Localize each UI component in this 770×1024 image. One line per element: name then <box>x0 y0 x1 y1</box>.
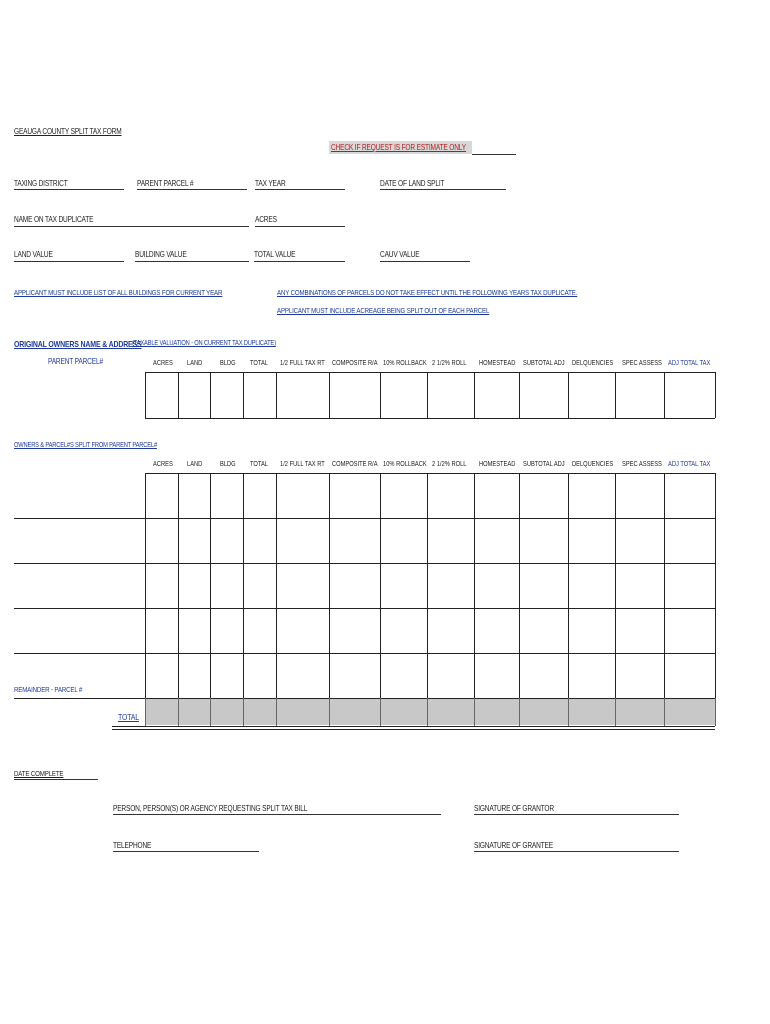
original-column-rule <box>715 372 716 418</box>
total-row-label: TOTAL <box>118 712 139 722</box>
split-cell[interactable] <box>381 609 427 653</box>
original-col-header: DELQUENCIES <box>572 360 614 367</box>
split-cell[interactable] <box>211 564 243 608</box>
name-on-tax-duplicate-field[interactable] <box>14 226 249 227</box>
split-owner-rule <box>14 698 145 699</box>
original-col-header: TOTAL <box>250 360 268 367</box>
acres-label: ACRES <box>255 215 277 224</box>
land-value-label: LAND VALUE <box>14 250 53 259</box>
split-cell[interactable] <box>520 609 568 653</box>
signature-grantee-label: SIGNATURE OF GRANTEE <box>474 841 553 850</box>
original-cell[interactable] <box>244 373 276 418</box>
split-cell[interactable] <box>277 474 329 518</box>
total-column-rule <box>329 698 330 726</box>
split-cell[interactable] <box>428 654 474 698</box>
split-cell[interactable] <box>475 564 519 608</box>
split-cell[interactable] <box>179 654 210 698</box>
split-cell[interactable] <box>665 474 715 518</box>
split-cell[interactable] <box>211 654 243 698</box>
note-acreage: APPLICANT MUST INCLUDE ACREAGE BEING SPLIT OUT OF EACH PARCEL <box>277 306 490 315</box>
split-cell[interactable] <box>520 519 568 563</box>
split-cell[interactable] <box>428 564 474 608</box>
split-cell[interactable] <box>569 564 615 608</box>
note-buildings: APPLICANT MUST INCLUDE LIST OF ALL BUILDINGS FOR CURRENT YEAR <box>14 288 223 297</box>
total-column-rule <box>568 698 569 726</box>
split-cell[interactable] <box>179 519 210 563</box>
split-cell[interactable] <box>277 654 329 698</box>
original-col-header: ACRES <box>153 360 173 367</box>
parent-parcel-field[interactable] <box>137 189 247 190</box>
total-value-field[interactable] <box>254 261 345 262</box>
split-parcels-heading: OWNERS & PARCEL#S SPLIT FROM PARENT PARCEL# <box>14 442 157 449</box>
signature-grantee-field[interactable] <box>474 851 679 852</box>
original-cell[interactable] <box>381 373 427 418</box>
split-cell[interactable] <box>146 609 178 653</box>
split-cell[interactable] <box>569 654 615 698</box>
split-cell[interactable] <box>211 519 243 563</box>
split-cell[interactable] <box>616 474 664 518</box>
split-cell[interactable] <box>569 519 615 563</box>
split-cell[interactable] <box>330 609 380 653</box>
split-cell[interactable] <box>244 609 276 653</box>
original-col-header: ADJ TOTAL TAX <box>668 360 711 367</box>
split-cell[interactable] <box>277 564 329 608</box>
date-complete-field[interactable] <box>14 779 98 780</box>
split-cell[interactable] <box>665 564 715 608</box>
split-cell[interactable] <box>520 474 568 518</box>
split-column-rule <box>715 473 716 698</box>
tax-year-field[interactable] <box>255 189 345 190</box>
date-of-land-split-field[interactable] <box>380 189 506 190</box>
name-on-tax-duplicate-label: NAME ON TAX DUPLICATE <box>14 215 94 224</box>
original-col-header: HOMESTEAD <box>479 360 516 367</box>
signature-grantor-label: SIGNATURE OF GRANTOR <box>474 804 554 813</box>
original-col-header: BLDG <box>220 360 236 367</box>
split-owner-rule <box>14 608 145 609</box>
split-cell[interactable] <box>569 474 615 518</box>
split-cell[interactable] <box>520 654 568 698</box>
split-col-header: 2 1/2% ROLL <box>432 461 467 468</box>
split-cell[interactable] <box>330 474 380 518</box>
split-col-header: ACRES <box>153 461 173 468</box>
original-owners-subheading: (TAXABLE VALUATION - ON CURRENT TAX DUPLICATE) <box>132 340 276 347</box>
split-cell[interactable] <box>569 609 615 653</box>
original-cell[interactable] <box>277 373 329 418</box>
original-col-header: SPEC ASSESS <box>622 360 662 367</box>
total-column-rule <box>276 698 277 726</box>
split-cell[interactable] <box>277 519 329 563</box>
original-cell[interactable] <box>475 373 519 418</box>
taxing-district-field[interactable] <box>14 189 124 190</box>
date-complete-label: DATE COMPLETE <box>14 769 64 778</box>
split-col-header: BLDG <box>220 461 236 468</box>
split-cell[interactable] <box>179 474 210 518</box>
split-owner-rule <box>14 653 145 654</box>
split-cell[interactable] <box>475 519 519 563</box>
split-col-header: HOMESTEAD <box>479 461 516 468</box>
split-cell[interactable] <box>381 474 427 518</box>
split-owner-rule <box>14 518 145 519</box>
total-column-rule <box>380 698 381 726</box>
original-col-header: 1/2 FULL TAX RT <box>280 360 325 367</box>
split-cell[interactable] <box>244 654 276 698</box>
split-cell[interactable] <box>146 564 178 608</box>
split-cell[interactable] <box>179 609 210 653</box>
split-cell[interactable] <box>616 609 664 653</box>
acres-field[interactable] <box>255 226 345 227</box>
original-cell[interactable] <box>330 373 380 418</box>
total-row-bottom-rule <box>112 726 715 727</box>
split-cell[interactable] <box>428 519 474 563</box>
original-col-header: 2 1/2% ROLL <box>432 360 467 367</box>
taxing-district-label: TAXING DISTRICT <box>14 179 68 188</box>
original-cell[interactable] <box>665 373 715 418</box>
split-cell[interactable] <box>244 519 276 563</box>
original-col-header: SUBTOTAL ADJ <box>523 360 565 367</box>
total-column-rule <box>664 698 665 726</box>
split-cell[interactable] <box>330 564 380 608</box>
signature-grantor-field[interactable] <box>474 814 679 815</box>
split-col-header: 10% ROLLBACK <box>383 461 427 468</box>
form-title: GEAUGA COUNTY SPLIT TAX FORM <box>14 127 122 136</box>
estimate-check-label: CHECK IF REQUEST IS FOR ESTIMATE ONLY <box>331 143 466 152</box>
split-cell[interactable] <box>244 564 276 608</box>
original-cell[interactable] <box>569 373 615 418</box>
split-cell[interactable] <box>616 519 664 563</box>
split-cell[interactable] <box>475 609 519 653</box>
original-cell[interactable] <box>616 373 664 418</box>
total-column-rule <box>243 698 244 726</box>
original-cell[interactable] <box>428 373 474 418</box>
split-cell[interactable] <box>330 519 380 563</box>
split-col-header: LAND <box>187 461 203 468</box>
total-column-rule <box>178 698 179 726</box>
land-value-field[interactable] <box>14 261 124 262</box>
tax-year-label: TAX YEAR <box>255 179 286 188</box>
total-row-double-rule <box>112 729 715 730</box>
split-cell[interactable] <box>146 519 178 563</box>
total-column-rule <box>210 698 211 726</box>
note-combinations: ANY COMBINATIONS OF PARCELS DO NOT TAKE EFFECT UNTIL THE FOLLOWING YEARS TAX DUPLICATE. <box>277 288 578 297</box>
original-col-header: 10% ROLLBACK <box>383 360 427 367</box>
split-cell[interactable] <box>277 609 329 653</box>
parent-parcel-table-label: PARENT PARCEL# <box>48 357 103 366</box>
requesting-person-label: PERSON, PERSON(S) OR AGENCY REQUESTING SPLIT TAX BILL <box>113 804 308 813</box>
split-cell[interactable] <box>665 609 715 653</box>
total-column-rule <box>427 698 428 726</box>
split-cell[interactable] <box>244 474 276 518</box>
telephone-field[interactable] <box>113 851 259 852</box>
original-col-header: LAND <box>187 360 203 367</box>
original-cell[interactable] <box>146 373 178 418</box>
split-cell[interactable] <box>475 654 519 698</box>
building-value-field[interactable] <box>135 261 249 262</box>
original-row-rule <box>145 418 715 419</box>
split-cell[interactable] <box>520 564 568 608</box>
building-value-label: BUILDING VALUE <box>135 250 187 259</box>
total-column-rule <box>519 698 520 726</box>
total-row-shade <box>145 699 715 725</box>
split-cell[interactable] <box>665 519 715 563</box>
split-cell[interactable] <box>381 519 427 563</box>
original-col-header: COMPOSITE R/A <box>332 360 378 367</box>
cauv-value-field[interactable] <box>380 261 470 262</box>
split-col-header: ADJ TOTAL TAX <box>668 461 711 468</box>
original-owners-heading: ORIGINAL OWNERS NAME & ADDRESS <box>14 339 142 349</box>
split-cell[interactable] <box>428 609 474 653</box>
split-col-header: TOTAL <box>250 461 268 468</box>
original-cell[interactable] <box>179 373 210 418</box>
split-owner-rule <box>14 563 145 564</box>
split-cell[interactable] <box>381 564 427 608</box>
date-of-land-split-label: DATE OF LAND SPLIT <box>380 179 445 188</box>
split-col-header: DELQUENCIES <box>572 461 614 468</box>
total-column-rule <box>615 698 616 726</box>
cauv-value-label: CAUV VALUE <box>380 250 420 259</box>
original-cell[interactable] <box>211 373 243 418</box>
split-cell[interactable] <box>179 564 210 608</box>
split-cell[interactable] <box>330 654 380 698</box>
split-col-header: COMPOSITE R/A <box>332 461 378 468</box>
remainder-parcel-label: REMAINDER - PARCEL # <box>14 685 83 694</box>
total-column-rule <box>145 698 146 726</box>
split-col-header: SPEC ASSESS <box>622 461 662 468</box>
split-cell[interactable] <box>616 564 664 608</box>
split-cell[interactable] <box>475 474 519 518</box>
split-cell[interactable] <box>616 654 664 698</box>
split-col-header: 1/2 FULL TAX RT <box>280 461 325 468</box>
split-cell[interactable] <box>381 654 427 698</box>
total-value-label: TOTAL VALUE <box>254 250 296 259</box>
estimate-check-field[interactable] <box>472 154 516 155</box>
requesting-person-field[interactable] <box>113 814 441 815</box>
split-col-header: SUBTOTAL ADJ <box>523 461 565 468</box>
telephone-label: TELEPHONE <box>113 841 152 850</box>
total-column-rule <box>474 698 475 726</box>
split-cell[interactable] <box>146 474 178 518</box>
original-cell[interactable] <box>520 373 568 418</box>
split-cell[interactable] <box>211 474 243 518</box>
parent-parcel-label: PARENT PARCEL # <box>137 179 194 188</box>
total-column-rule <box>715 698 716 726</box>
split-cell[interactable] <box>428 474 474 518</box>
split-cell[interactable] <box>146 654 178 698</box>
split-cell[interactable] <box>665 654 715 698</box>
split-cell[interactable] <box>211 609 243 653</box>
